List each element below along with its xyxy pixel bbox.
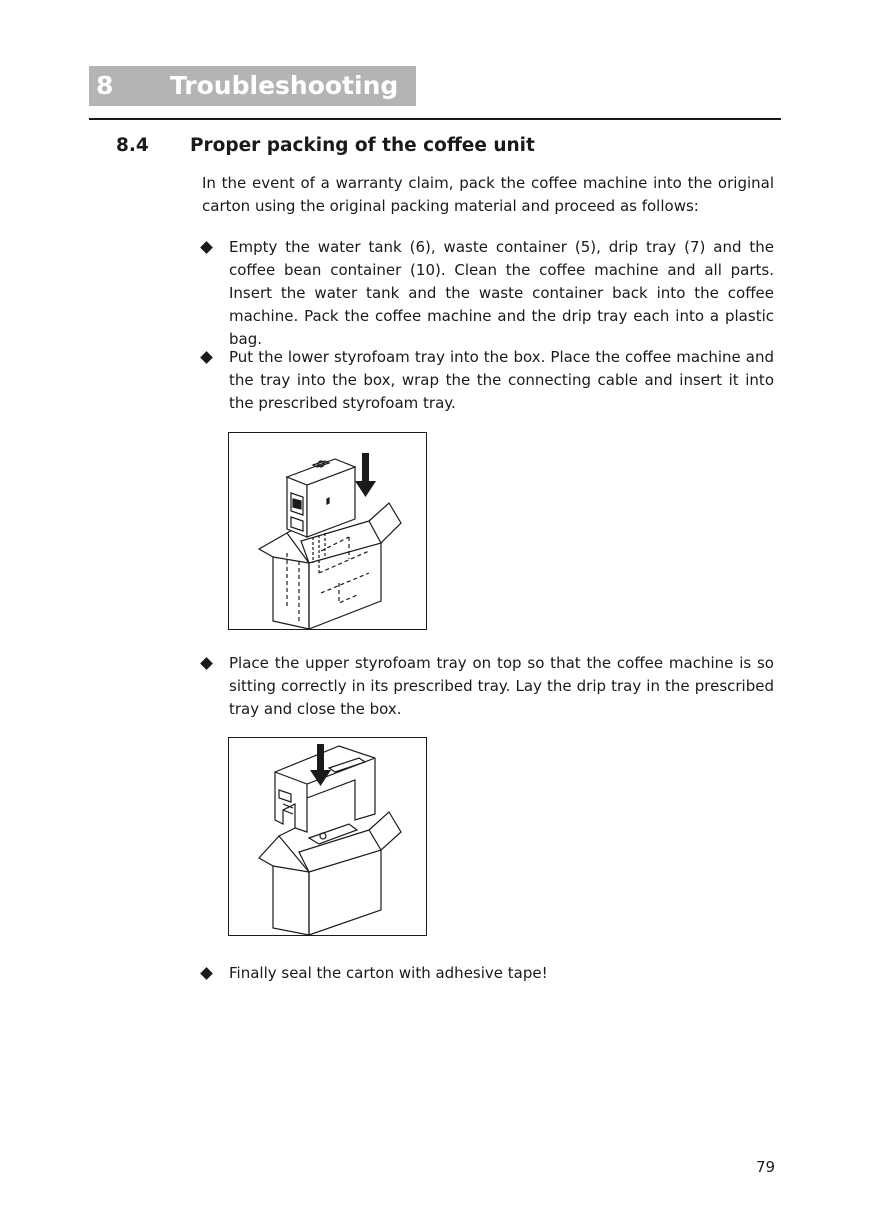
step-text: Finally seal the carton with adhesive tape!	[229, 964, 548, 982]
figure-machine-into-box	[228, 432, 427, 630]
step-text: Put the lower styrofoam tray into the box. Place the coffee machine and the tray into the box, wrap the the connecting cable and insert it into the prescribed styrofoam tray.	[229, 348, 774, 412]
section-number: 8.4	[116, 135, 149, 156]
upper-tray-illustration	[229, 738, 426, 935]
step-text: Empty the water tank (6), waste container (5), drip tray (7) and the coffee bean container (10). Clean the coffee machine and all parts. Insert the water tank and the waste container back into the coffee machine. Pack the coffee machine and the drip tray each into a plastic bag.	[229, 238, 774, 348]
section-title: Proper packing of the coffee unit	[190, 135, 535, 156]
step-text: Place the upper styrofoam tray on top so that the coffee machine is so sitting correctly in its prescribed tray. Lay the drip tray in the prescribed tray and close the box.	[229, 654, 774, 718]
diamond-bullet-icon	[200, 241, 213, 254]
diamond-bullet-icon	[200, 351, 213, 364]
chapter-title: Troubleshooting	[170, 71, 399, 100]
machine-into-box-illustration	[229, 433, 426, 629]
page-number: 79	[756, 1158, 776, 1176]
diamond-bullet-icon	[200, 967, 213, 980]
intro-paragraph: In the event of a warranty claim, pack the coffee machine into the original carton using the original packing material and proceed as follows:	[202, 174, 774, 215]
chapter-number: 8	[96, 71, 114, 100]
step-item	[202, 962, 774, 985]
step-item	[202, 346, 774, 415]
section-divider	[89, 118, 781, 120]
step-item	[202, 236, 774, 351]
diamond-bullet-icon	[200, 657, 213, 670]
step-item	[202, 652, 774, 721]
figure-upper-tray-on-box	[228, 737, 427, 936]
